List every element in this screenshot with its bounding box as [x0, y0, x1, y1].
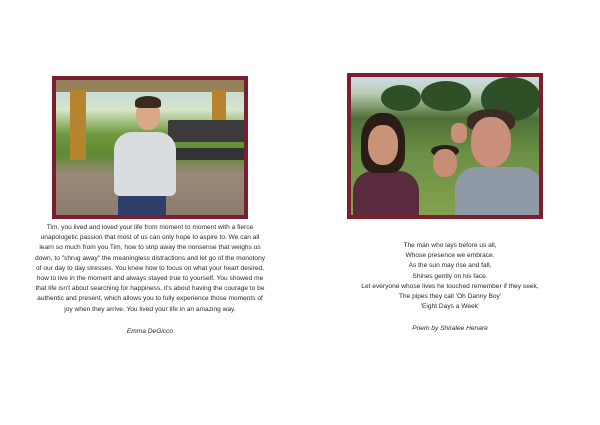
- poem-text: [344, 241, 556, 312]
- tribute-signature: Emma DeGicco: [126, 328, 174, 335]
- poem-line: Whose presence we embrace.: [405, 252, 495, 260]
- tribute-text: [14, 223, 286, 315]
- tribute-line: authentic and present, which allows you to fully experience those moments of: [37, 295, 263, 303]
- man-at-picnic-table-photo: [52, 76, 248, 219]
- tribute-line: of our day to day stresses. You knew how to focus on what your heart desired,: [36, 264, 264, 272]
- tribute-line: that life isn't about searching for happiness, it's about having the courage to be: [35, 285, 265, 293]
- poem-line: Let everyone whose lives he touched remember if they seek,: [361, 282, 539, 290]
- tribute-line: learn so much from you Tim, how to strip away the nonsense that weighs us: [39, 244, 261, 252]
- tribute-line: how to live in the moment and always stayed true to yourself. You showed me: [36, 275, 264, 283]
- poem-signature: Poem by Shiralee Henare: [412, 325, 488, 332]
- right-page: [300, 0, 600, 425]
- tribute-line: unapologetic passion that most of us can only hope to aspire to. We can all: [40, 234, 260, 242]
- poem-line: 'Eight Days a Week': [420, 303, 480, 311]
- tribute-line: Tim, you lived and loved your life from moment to moment with a fierce: [46, 224, 254, 231]
- tribute-line: down, to "shrug away" the meaningless distractions and let go of the monotony: [34, 254, 266, 262]
- group-selfie-photo: [347, 73, 543, 219]
- poem-line: Shines gently on his face.: [412, 272, 488, 280]
- poem-line: The man who lays before us all,: [403, 242, 497, 249]
- poem-line: As the sun may rise and fall,: [408, 262, 492, 270]
- poem-line: The pipes they call 'Oh Danny Boy': [398, 293, 502, 301]
- tribute-line: joy when they arrive. You lived your life in an amazing way.: [64, 305, 236, 313]
